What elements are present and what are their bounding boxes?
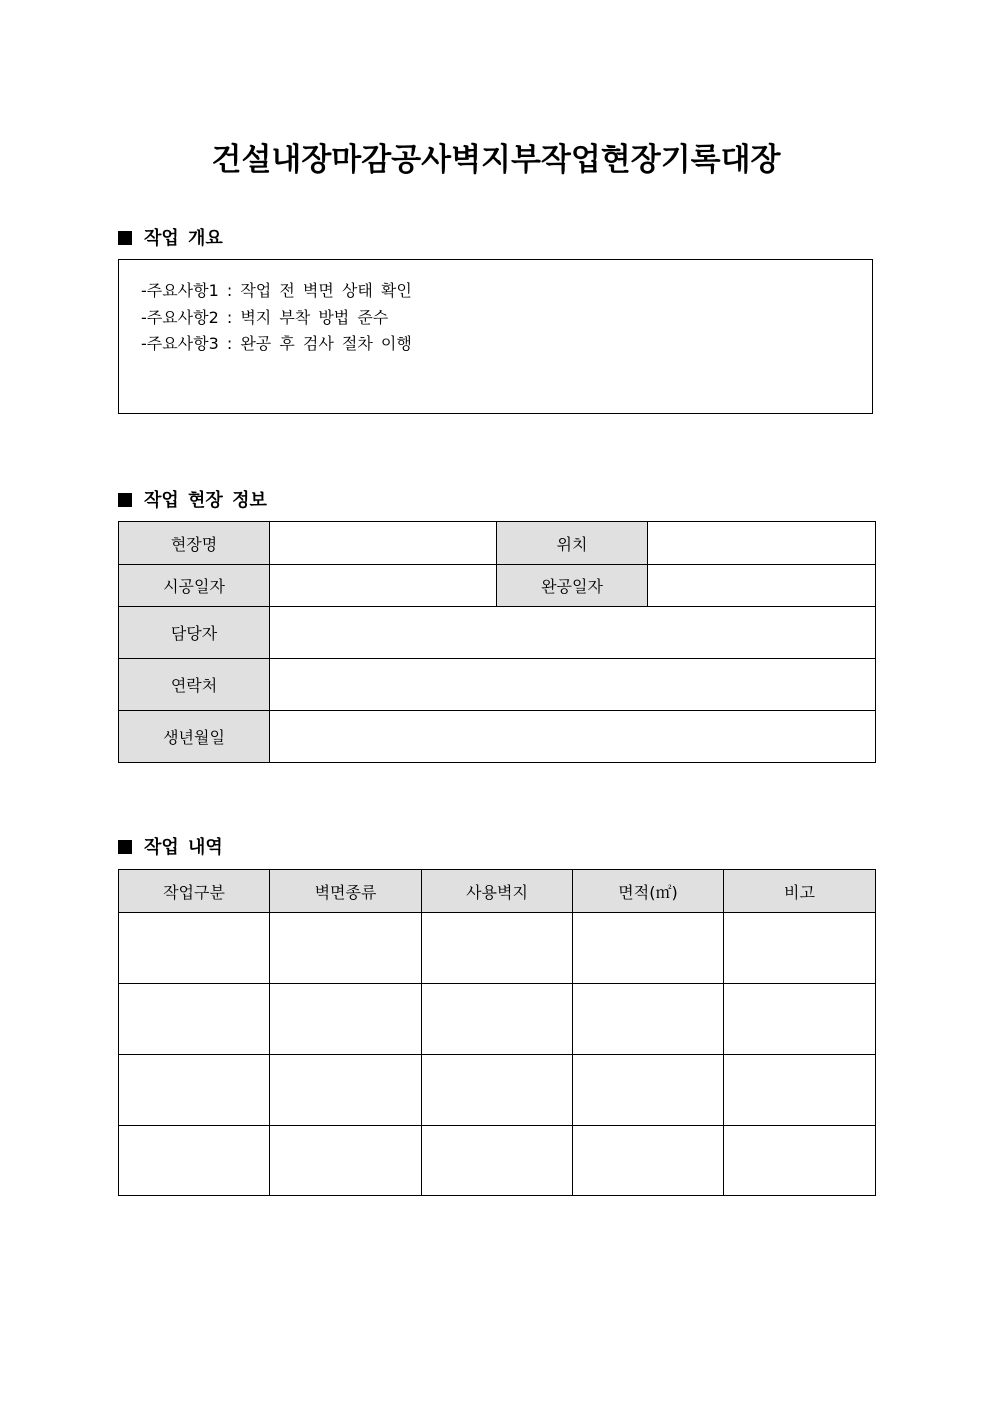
overview-line: -주요사항2 : 벽지 부착 방법 준수 [141, 307, 389, 327]
table-cell[interactable] [119, 984, 270, 1055]
column-header-work-type: 작업구분 [119, 870, 270, 913]
end-date-field[interactable] [648, 565, 876, 607]
birth-date-field[interactable] [270, 711, 876, 763]
contact-label: 연락처 [119, 659, 270, 711]
site-info-heading [118, 486, 267, 512]
contact-field[interactable] [270, 659, 876, 711]
table-cell[interactable] [422, 1126, 573, 1196]
table-row [119, 711, 876, 763]
table-cell[interactable] [573, 1126, 724, 1196]
table-row [119, 913, 876, 984]
table-cell[interactable] [422, 984, 573, 1055]
column-header-area: 면적(㎡) [573, 870, 724, 913]
end-date-label: 완공일자 [497, 565, 648, 607]
location-field[interactable] [648, 522, 876, 565]
table-cell[interactable] [573, 913, 724, 984]
table-row [119, 1055, 876, 1126]
overview-line: -주요사항3 : 완공 후 검사 절차 이행 [141, 334, 412, 353]
table-cell[interactable] [119, 1055, 270, 1126]
table-cell[interactable] [270, 913, 422, 984]
column-header-remarks: 비고 [724, 870, 876, 913]
table-row [119, 565, 876, 607]
column-header-wallpaper: 사용벽지 [422, 870, 573, 913]
site-info-heading-label: 작업 현장 정보 [144, 490, 267, 511]
table-cell[interactable] [724, 1126, 876, 1196]
square-bullet-icon [118, 493, 132, 507]
manager-field[interactable] [270, 607, 876, 659]
table-cell[interactable] [270, 1126, 422, 1196]
overview-heading [118, 224, 223, 250]
table-cell[interactable] [119, 913, 270, 984]
table-cell[interactable] [422, 1055, 573, 1126]
work-details-heading-label: 작업 내역 [144, 837, 223, 858]
table-cell[interactable] [270, 1055, 422, 1126]
column-header-wall-type: 벽면종류 [270, 870, 422, 913]
table-cell[interactable] [724, 984, 876, 1055]
location-label: 위치 [497, 522, 648, 565]
overview-line: -주요사항1 : 작업 전 벽면 상태 확인 [141, 281, 412, 300]
table-cell[interactable] [724, 1055, 876, 1126]
square-bullet-icon [118, 231, 132, 245]
document-title: 건설내장마감공사벽지부작업현장기록대장 [211, 142, 781, 178]
start-date-label: 시공일자 [119, 565, 270, 607]
square-bullet-icon [118, 840, 132, 854]
manager-label: 담당자 [119, 607, 270, 659]
table-row [119, 984, 876, 1055]
overview-heading-label: 작업 개요 [144, 228, 223, 249]
table-row [119, 522, 876, 565]
table-cell[interactable] [573, 1055, 724, 1126]
table-cell[interactable] [119, 1126, 270, 1196]
work-details-table [118, 869, 876, 1196]
birth-date-label: 생년월일 [119, 711, 270, 763]
table-cell[interactable] [422, 913, 573, 984]
site-info-table [118, 521, 876, 763]
site-name-label: 현장명 [119, 522, 270, 565]
table-header-row [119, 870, 876, 913]
overview-box [118, 259, 873, 414]
table-row [119, 659, 876, 711]
table-cell[interactable] [573, 984, 724, 1055]
table-row [119, 607, 876, 659]
table-cell[interactable] [270, 984, 422, 1055]
table-cell[interactable] [724, 913, 876, 984]
table-row [119, 1126, 876, 1196]
start-date-field[interactable] [270, 565, 497, 607]
site-name-field[interactable] [270, 522, 497, 565]
work-details-heading [118, 833, 223, 859]
